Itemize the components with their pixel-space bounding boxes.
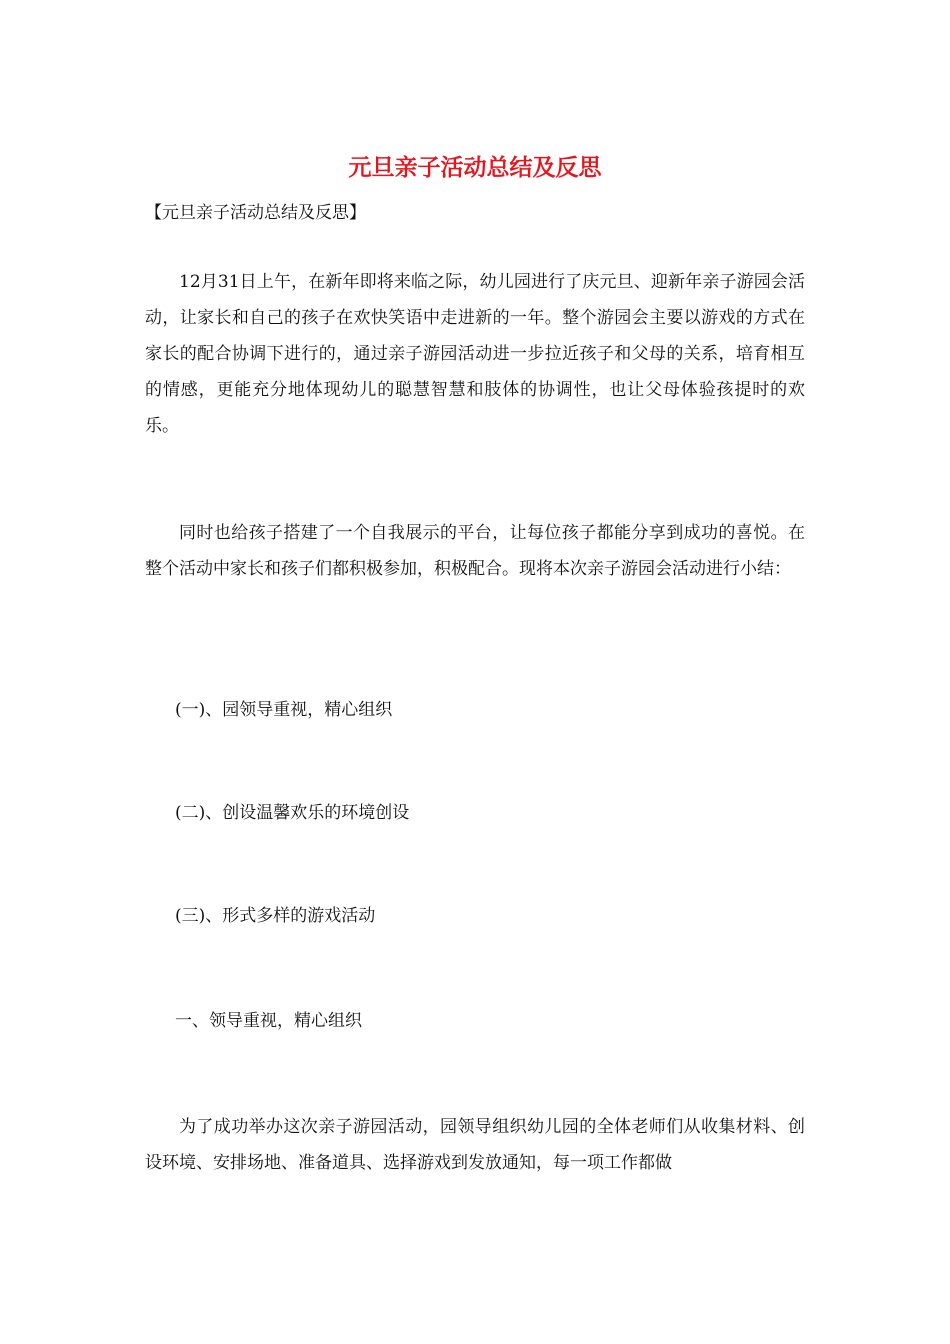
section-heading: 一、领导重视，精心组织	[175, 1011, 362, 1031]
paragraph-summary-lead: 同时也给孩子搭建了一个自我展示的平台，让每位孩子都能分享到成功的喜悦。在整个活动中家长和孩子们都积极参加，积极配合。现将本次亲子游园会活动进行小结：	[145, 523, 805, 579]
paragraph-intro: 12月31日上午，在新年即将来临之际，幼儿园进行了庆元旦、迎新年亲子游园会活动，让家长和自己的孩子在欢快笑语中走进新的一年。整个游园会主要以游戏的方式在家长的配合协调下进行的，通过亲子游园活动进一步拉近孩子和父母的关系，培育相互的情感，更能充分地体现幼儿的聪慧智慧和肢体的协调性，也让父母体验孩提时的欢乐。	[145, 272, 805, 436]
document-title: 元旦亲子活动总结及反思	[348, 154, 602, 181]
paragraph-section-body: 为了成功举办这次亲子游园活动，园领导组织幼儿园的全体老师们从收集材料、创设环境、安排场地、准备道具、选择游戏到发放通知，每一项工作都做	[145, 1117, 805, 1173]
outline-item-3: (三)、形式多样的游戏活动	[175, 906, 376, 926]
outline-item-2: (二)、创设温馨欢乐的环境创设	[175, 803, 410, 823]
outline-item-1: (一)、园领导重视，精心组织	[175, 700, 393, 720]
document-subtitle: 【元旦亲子活动总结及反思】	[145, 203, 366, 223]
